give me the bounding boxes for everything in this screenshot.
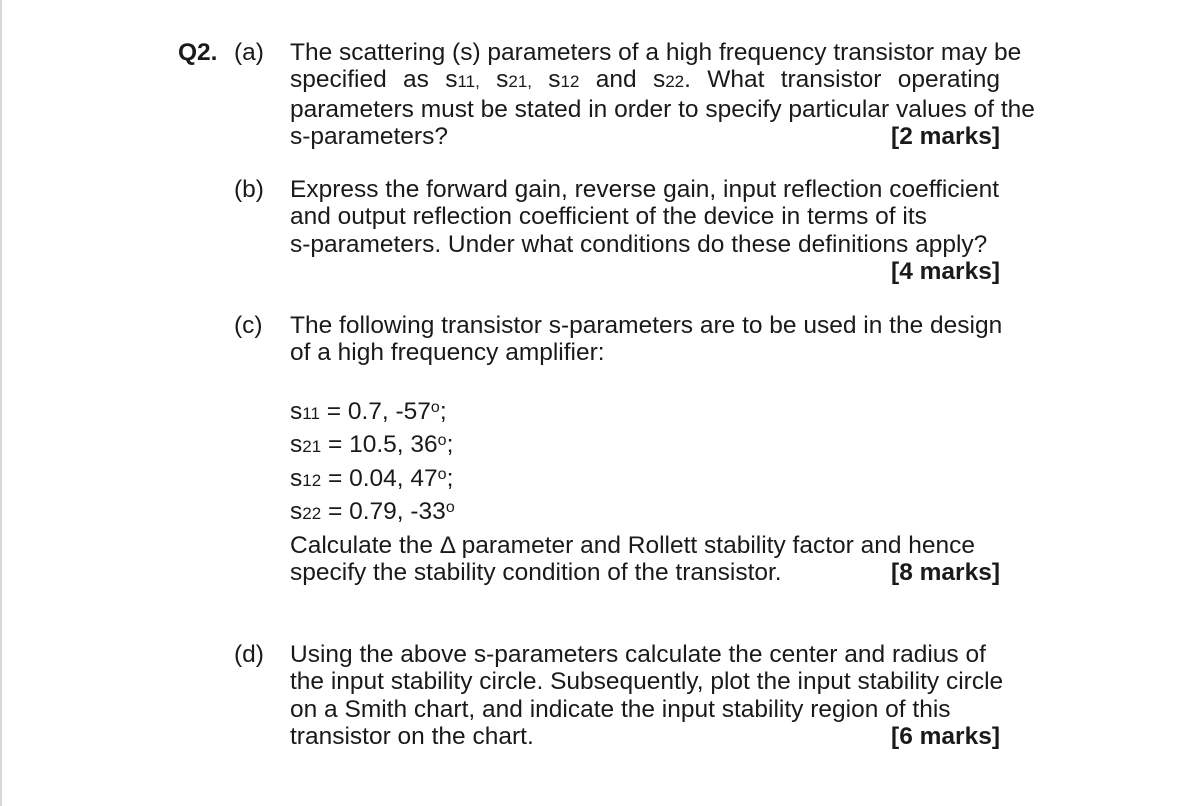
part-d-line-3: on a Smith chart, and indicate the input stability region of this [290,695,951,723]
s-parameter-list [290,394,1000,527]
word: What [707,66,765,94]
word: s11, [445,66,480,94]
part-d-label: (d) [234,641,264,668]
word: s22. [652,66,691,94]
part-d-line-4 [290,723,1000,750]
word: operating [897,66,1000,94]
part-a-line-1: The scattering (s) parameters of a high frequency transistor may be [290,39,1022,66]
part-c-label: (c) [234,312,263,339]
part-a-line-4-text: s-parameters? [290,122,448,150]
word: s21, [496,66,532,94]
part-a-line-4 [290,123,1000,150]
s-param-row: s21 = 10.5, 36$^o$; [290,431,454,459]
s-param-row: s22 = 0.79, -33$^o$ [290,497,455,525]
part-a-line-2 [290,66,1000,95]
part-b-line-3: s-parameters. Under what conditions do these definitions apply? [290,230,988,258]
part-b-line-1: Express the forward gain, reverse gain, input reflection coefficient [290,176,1000,203]
part-b-marks: [4 marks] [891,257,1000,285]
part-c-body [290,312,1003,367]
word: s12 [548,66,580,94]
part-a-body [290,39,1035,150]
part-c-calc [290,532,1000,587]
part-d-marks: [6 marks] [891,722,1000,750]
part-c-line-2: of a high frequency amplifier: [290,339,605,367]
word: as [403,66,429,94]
part-a-label: (a) [234,39,264,66]
word: specified [290,66,387,94]
part-c-calc-line-1: Calculate the Δ parameter and Rollett stability factor and hence [290,532,976,559]
question-number: Q2. [178,39,218,66]
part-d-line-2: the input stability circle. Subsequently, plot the input stability circle [290,668,1004,696]
part-b-label: (b) [234,176,264,203]
s-param-row: s11 = 0.7, -57$^o$; [290,398,447,425]
part-b-line-2: and output reflection coefficient of the device in terms of its [290,203,927,231]
part-d-body [290,641,1004,750]
part-c-calc-line-2 [290,559,1000,586]
part-b-body [290,176,1000,285]
part-d-line-4-text: transistor on the chart. [290,722,534,750]
part-c-calc-line-2-text: specify the stability condition of the transistor. [290,559,782,587]
s-param-row: s12 = 0.04, 47$^o$; [290,464,454,492]
part-a-marks: [2 marks] [891,122,1000,150]
word: and [595,66,637,94]
part-c-marks: [8 marks] [891,559,1000,587]
part-d-line-1: Using the above s-parameters calculate the center and radius of [290,641,986,668]
part-a-line-3: parameters must be stated in order to specify particular values of the [290,95,1035,123]
part-c-line-1: The following transistor s-parameters are to be used in the design [290,312,1003,339]
word: transistor [780,66,882,94]
